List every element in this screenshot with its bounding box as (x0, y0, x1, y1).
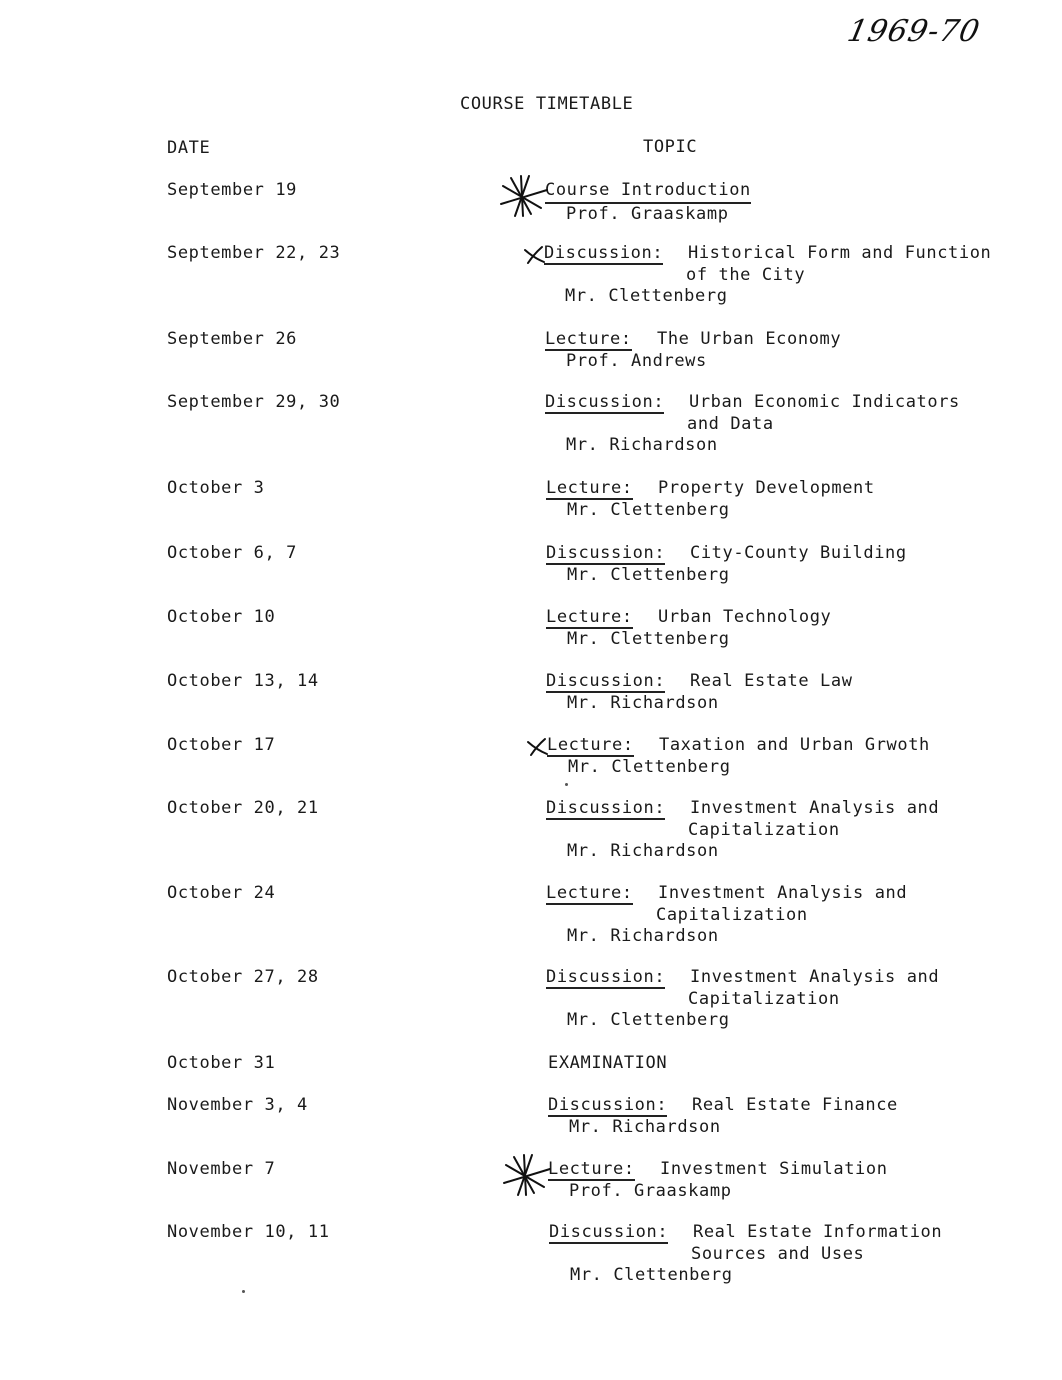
session-topic (546, 798, 939, 863)
session-date: October 31 (167, 1053, 276, 1073)
session-type-label: Lecture: (546, 883, 633, 903)
session-date: October 27, 28 (167, 967, 319, 987)
session-type-label: Discussion: (548, 1095, 668, 1115)
session-topic (546, 883, 907, 948)
session-topic (546, 607, 831, 650)
session-description-continued: Capitalization (688, 819, 840, 840)
session-date: September 26 (167, 329, 298, 349)
session-description-continued: and Data (687, 413, 774, 434)
session-description: Real Estate Information (693, 1222, 943, 1242)
session-description-continued: Capitalization (688, 988, 840, 1009)
session-topic (548, 1159, 888, 1202)
session-description-continued: Sources and Uses (691, 1243, 865, 1264)
session-description-continued: Capitalization (656, 904, 808, 925)
session-date: October 6, 7 (167, 543, 298, 563)
ink-speck (565, 783, 568, 786)
session-description: Urban Economic Indicators (689, 392, 960, 412)
session-topic (548, 1095, 898, 1138)
session-date: October 24 (167, 883, 276, 903)
session-instructor: Mr. Clettenberg (565, 286, 728, 306)
session-instructor: Mr. Richardson (567, 692, 719, 713)
session-date: November 7 (167, 1159, 276, 1179)
session-topic (546, 671, 853, 714)
session-type-label: Discussion: (544, 243, 664, 263)
session-instructor: Prof. Graaskamp (566, 203, 729, 224)
topic-column-header: TOPIC (643, 137, 698, 157)
examination-label: EXAMINATION (548, 1053, 668, 1073)
session-topic (546, 967, 939, 1032)
asterisk-mark-icon (495, 174, 551, 218)
date-column-header: DATE (167, 138, 211, 158)
session-instructor: Mr. Clettenberg (567, 564, 730, 585)
session-instructor: Mr. Clettenberg (567, 628, 730, 649)
session-instructor: Prof. Graaskamp (569, 1180, 732, 1201)
session-date: September 22, 23 (167, 243, 341, 263)
x-mark-icon (522, 244, 548, 266)
session-instructor: Mr. Richardson (567, 926, 719, 946)
session-instructor: Mr. Clettenberg (567, 499, 730, 520)
session-description: Course Introduction (545, 180, 751, 204)
session-instructor: Mr. Richardson (569, 1116, 721, 1137)
session-date: October 17 (167, 735, 276, 755)
session-topic (546, 478, 875, 521)
session-topic (549, 1222, 942, 1287)
ink-speck (242, 1290, 245, 1293)
session-description: Urban Technology (658, 607, 832, 627)
session-topic (547, 1053, 667, 1075)
session-type-label: Discussion: (546, 543, 666, 563)
session-date: October 13, 14 (167, 671, 319, 691)
session-description: Taxation and Urban Grwoth (659, 735, 930, 755)
session-description: Historical Form and Function (688, 243, 992, 263)
session-type-label: Lecture: (548, 1159, 635, 1179)
page-title: COURSE TIMETABLE (460, 94, 634, 114)
session-description: City-County Building (690, 543, 907, 563)
session-date: September 29, 30 (167, 392, 341, 412)
session-date: September 19 (167, 180, 298, 200)
session-instructor: Mr. Clettenberg (567, 1010, 730, 1030)
session-instructor: Mr. Clettenberg (570, 1265, 733, 1285)
session-instructor: Prof. Andrews (566, 350, 707, 371)
session-date: October 3 (167, 478, 265, 498)
session-type-label: Lecture: (545, 329, 632, 349)
session-topic (545, 329, 841, 372)
handwritten-year-note: 1969-70 (844, 14, 984, 49)
session-date: October 20, 21 (167, 798, 319, 818)
session-type-label: Discussion: (546, 798, 666, 818)
session-topic (547, 735, 930, 778)
session-description: Real Estate Finance (692, 1095, 898, 1115)
session-topic (544, 243, 991, 308)
session-description: Investment Analysis and (690, 967, 940, 987)
session-type-label: Lecture: (547, 735, 634, 755)
session-description: Investment Simulation (660, 1159, 888, 1179)
session-date: November 3, 4 (167, 1095, 308, 1115)
asterisk-mark-icon (498, 1153, 554, 1197)
session-description: Investment Analysis and (658, 883, 908, 903)
session-type-label: Lecture: (546, 478, 633, 498)
x-mark-icon (525, 736, 551, 758)
session-type-label: Lecture: (546, 607, 633, 627)
session-topic (545, 180, 751, 225)
session-description: Property Development (658, 478, 875, 498)
session-instructor: Mr. Richardson (567, 841, 719, 861)
session-type-label: Discussion: (546, 967, 666, 987)
session-topic (546, 543, 907, 586)
session-type-label: Discussion: (545, 392, 665, 412)
session-description: The Urban Economy (657, 329, 842, 349)
session-date: November 10, 11 (167, 1222, 330, 1242)
session-instructor: Mr. Clettenberg (568, 756, 731, 777)
session-description: Investment Analysis and (690, 798, 940, 818)
session-instructor: Mr. Richardson (566, 435, 718, 455)
session-date: October 10 (167, 607, 276, 627)
session-type-label: Discussion: (546, 671, 666, 691)
session-type-label: Discussion: (549, 1222, 669, 1242)
session-topic (545, 392, 960, 457)
session-description: Real Estate Law (690, 671, 853, 691)
session-description-continued: of the City (686, 264, 806, 285)
